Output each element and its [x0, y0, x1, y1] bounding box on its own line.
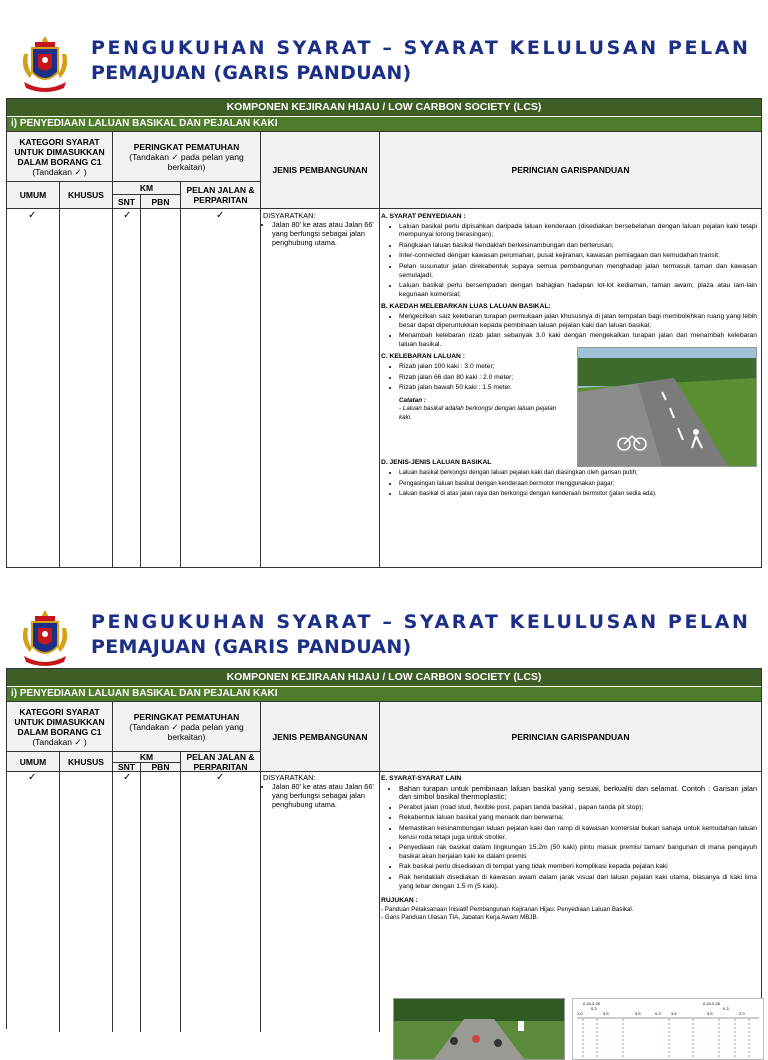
table-band-title: KOMPONEN KEJIRAAN HIJAU / LOW CARBON SOCIETY (LCS) — [7, 99, 761, 117]
section-c-item: • Rizab jalan bawah 50 kaki : 1.5 meter. — [399, 384, 569, 393]
section-c — [381, 353, 757, 457]
perincian-header: PERINCIAN GARISPANDUAN — [380, 132, 761, 209]
col-line — [7, 772, 60, 1032]
pbn-header: PBN — [141, 763, 181, 772]
col-line — [141, 209, 181, 567]
peringkat-label: PERINGKAT PEMATUHAN — [133, 711, 240, 722]
snt-header: SNT — [113, 763, 141, 772]
peringkat-note: (Tandakan ✓ pada pelan yang berkaitan) — [129, 151, 244, 172]
table-grid — [7, 702, 761, 1032]
crest-logo-icon — [18, 608, 72, 670]
catatan-text: - Laluan basikal adalah berkongsi dengan laluan pejalan kaki. — [399, 405, 557, 421]
dim-label: 0.3 — [723, 1006, 729, 1011]
section-a-item: • Inter-connected dengan kawasan perumahan, pusat kejiranan, kawasan perniagaan dan kemudahan transit; — [399, 252, 757, 261]
peringkat-header — [113, 132, 261, 182]
umum-header: UMUM — [7, 752, 60, 772]
tick-umum: ✓ — [28, 772, 37, 783]
umum-header: UMUM — [7, 182, 60, 209]
jenis-header: JENIS PEMBANGUNAN — [261, 132, 380, 209]
col-line — [60, 209, 113, 567]
page-title — [91, 610, 751, 660]
rujukan-item-text: Garis Panduan Ulasan TIA, Jabatan Kerja Awam MBJB. — [384, 914, 539, 922]
section-d-item: • Laluan basikal berkongsi dengan laluan pejalan kaki dan diasingkan oleh garisan putih; — [399, 469, 757, 478]
section-e-item: • Bahan turapan untuk pembinaan laluan basikal yang sesuai, berkualiti dan selamat. Contoh : Garisan jalan dan simbol basikal thermoplastic; — [399, 785, 757, 802]
jenis-pembangunan-text — [263, 211, 377, 247]
kategori-label: KATEGORI SYARAT UNTUK DIMASUKKAN DALAM BORANG C1 — [14, 706, 105, 737]
section-b-list — [381, 313, 757, 349]
tick-pelan-jalan: ✓ — [216, 210, 225, 221]
tick-snt: ✓ — [123, 210, 132, 221]
col-line — [181, 772, 261, 1032]
title-line-2: PEMAJUAN (GARIS PANDUAN) — [91, 62, 412, 84]
section-e-item: • Memastikan kesinambungan laluan pejalan kaki dan ramp di kawasan komersial bukan sahaja untuk kemudahan laluan kerusi roda tetapi juga untuk stroller. — [399, 825, 757, 842]
guideline-table — [6, 668, 762, 1029]
khusus-header: KHUSUS — [60, 752, 113, 772]
section-d-item: • Pengasingan laluan basikal dengan kenderaan bermotor menggunakan pagar; — [399, 480, 757, 489]
rujukan-item: - Garis Panduan Ulasan TIA, Jabatan Kerja Awam MBJB. — [381, 914, 539, 922]
disyaratkan-item: • Jalan 80' ke atas atau Jalan 66' yang berfungsi sebagai jalan penghubung utama. — [272, 220, 377, 247]
catatan-title: Catatan : — [399, 396, 426, 404]
snt-header: SNT — [113, 195, 141, 209]
kategori-note: (Tandakan ✓ ) — [32, 736, 87, 747]
section-d-item: • Laluan basikal di atas jalan raya dan berkongsi dengan kenderaan bermotor (jalan sedia ada). — [399, 490, 757, 499]
table-section-title: i) PENYEDIAAN LALUAN BASIKAL DAN PEJALAN KAKI — [7, 687, 761, 702]
jenis-header: JENIS PEMBANGUNAN — [261, 702, 380, 772]
section-e-item: • Rak hendaklah disediakan di kawasan awam dalam jarak visual dari laluan pejalan kaki utama, biasanya di kaki lima yang lebar dengan 1.5 m (5 kaki). — [399, 874, 757, 891]
tick-snt: ✓ — [123, 772, 132, 783]
section-c-list — [381, 363, 569, 393]
guideline-table — [6, 98, 762, 568]
col-line — [113, 772, 141, 1032]
section-e-item: • Penyediaan rak basikal dalam lingkungan 15.2m (50 kaki) pintu masuk premis/ taman/ bangunan di mana pengayuh basikal akan berjalan kaki ke dalam premis — [399, 844, 757, 861]
title-line-2: PEMAJUAN (GARIS PANDUAN) — [91, 636, 412, 658]
section-e-title: E. SYARAT-SYARAT LAIN — [381, 775, 462, 782]
disyaratkan-label: DISYARATKAN: — [263, 211, 316, 220]
section-c-item: • Rizab jalan 66 dan 80 kaki : 2.0 meter; — [399, 374, 569, 383]
dim-label: 3.5 — [635, 1011, 641, 1016]
section-a-item: • Laluan basikal perlu bersempadan dengan bahagian hadapan lot-lot kediaman, taman awam, plaza atau lain-lain kegunaan komersial; — [399, 282, 757, 299]
cyclists-photo — [393, 998, 565, 1060]
kategori-note: (Tandakan ✓ ) — [32, 166, 87, 177]
section-a-list — [381, 223, 757, 300]
crest-logo-icon — [18, 34, 72, 96]
dim-label: 0.3 — [591, 1006, 597, 1011]
table-section-title: i) PENYEDIAAN LALUAN BASIKAL DAN PEJALAN KAKI — [7, 117, 761, 132]
rujukan-item: - Panduan Pelaksanaan Inisiatif Pembangunan Kejiranan Hijau: Penyediaan Laluan Basikal. — [381, 905, 634, 913]
khusus-header: KHUSUS — [60, 182, 113, 209]
dim-label: 3.5 — [707, 1011, 713, 1016]
col-line — [181, 209, 261, 567]
pbn-header: PBN — [141, 195, 181, 209]
section-e-item: • Rak basikal perlu disediakan di tempat yang tidak memberi komplikasi kepada pejalan kaki — [399, 863, 757, 872]
disyaratkan-item: • Jalan 80' ke atas atau Jalan 66' yang berfungsi sebagai jalan penghubung utama. — [272, 782, 377, 809]
page-1 — [0, 30, 768, 570]
section-e-item: • Perabot jalan (road stud, flexible post, papan tanda basikal , papan tanda pit stop); — [399, 804, 757, 813]
peringkat-label: PERINGKAT PEMATUHAN — [133, 141, 240, 152]
pelan-jalan-header: PELAN JALAN & PERPARITAN — [181, 182, 261, 209]
bike-lane-photo — [577, 347, 757, 467]
dim-label: 2.0 — [739, 1011, 745, 1016]
pelan-jalan-header: PELAN JALAN & PERPARITAN — [181, 752, 261, 772]
section-c-title: C. KELEBARAN LALUAN : — [381, 353, 465, 361]
rujukan-item-text: Panduan Pelaksanaan Inisiatif Pembangunan Kejiranan Hijau: Penyediaan Laluan Basikal. — [384, 905, 634, 913]
section-d-title: D. JENIS-JENIS LALUAN BASIKAL — [381, 459, 492, 467]
section-e-list — [381, 785, 757, 892]
section-a-item: • Laluan basikal perlu dipisahkan daripada laluan kenderaan (disediakan bersebelahan dengan laluan pejalan kaki tetapi mempunyai lorong berasingan); — [399, 223, 757, 240]
section-b-title: B. KAEDAH MELEBARKAN LUAS LALUAN BASIKAL: — [381, 303, 551, 311]
peringkat-header — [113, 702, 261, 752]
perincian-details — [381, 211, 757, 503]
perincian-details — [381, 773, 757, 923]
section-a-item: • Rangkaian laluan basikal hendaklah berkesinambungan dan berterusan; — [399, 242, 757, 251]
table-grid — [7, 132, 761, 567]
section-a-title: A. SYARAT PENYEDIAAN : — [381, 213, 466, 220]
jenis-pembangunan-text — [263, 773, 377, 809]
section-d-list — [381, 469, 757, 499]
dim-label: 3.5 — [671, 1011, 677, 1016]
km-header: KM — [113, 752, 181, 763]
kategori-header — [7, 702, 113, 752]
tick-umum: ✓ — [28, 210, 37, 221]
perincian-header: PERINCIAN GARISPANDUAN — [380, 702, 761, 772]
col-line — [113, 209, 141, 567]
page-2 — [0, 604, 768, 1024]
title-line-1: PENGUKUHAN SYARAT – SYARAT KELULUSAN PELAN — [91, 611, 751, 633]
peringkat-note: (Tandakan ✓ pada pelan yang berkaitan) — [129, 721, 244, 742]
col-line — [261, 209, 380, 567]
col-line — [60, 772, 113, 1032]
section-b-item: • Mengecilkan saiz kelebaran turapan permukaan jalan khususnya di jalan tempatan bagi membolehkan ruang yang lebih besar dapat diperuntukkan kepada pembinaan laluan pejalan kaki dan laluan basikal; — [399, 313, 757, 330]
col-line — [7, 209, 60, 567]
section-b-item: • Menambah kelebaran rizab jalan sebanyak 3.0 kaki dengan mengekalkan turapan jalan dan menambah kelebaran laluan basikal. — [399, 332, 757, 349]
dim-label: 3.5 — [603, 1011, 609, 1016]
title-line-1: PENGUKUHAN SYARAT – SYARAT KELULUSAN PELAN — [91, 37, 751, 59]
section-c-item: • Rizab jalan 100 kaki : 3.0 meter; — [399, 363, 569, 372]
tick-pelan-jalan: ✓ — [216, 772, 225, 783]
dim-label: 0.15-0.25 — [703, 1001, 720, 1006]
dim-label: 0.15-0.25 — [583, 1001, 600, 1006]
col-line — [261, 772, 380, 1032]
table-band-title: KOMPONEN KEJIRAAN HIJAU / LOW CARBON SOCIETY (LCS) — [7, 669, 761, 687]
page-title — [91, 36, 751, 86]
section-a-item: • Pelan susunatur jalan direkabentuk supaya semua pembangunan menghadap jalan termasuk taman dan kawasan semulajadi; — [399, 263, 757, 280]
cross-section-diagram — [572, 998, 764, 1060]
section-e-item: • Rekabentuk laluan basikal yang menarik dan berwarna; — [399, 814, 757, 823]
rujukan-title: RUJUKAN : — [381, 897, 418, 905]
disyaratkan-label: DISYARATKAN: — [263, 773, 316, 782]
km-header: KM — [113, 182, 181, 195]
col-line — [141, 772, 181, 1032]
dim-label: 0.3 — [655, 1011, 661, 1016]
kategori-label: KATEGORI SYARAT UNTUK DIMASUKKAN DALAM BORANG C1 — [14, 136, 105, 167]
dim-label: 2.0 — [577, 1011, 583, 1016]
kategori-header — [7, 132, 113, 182]
